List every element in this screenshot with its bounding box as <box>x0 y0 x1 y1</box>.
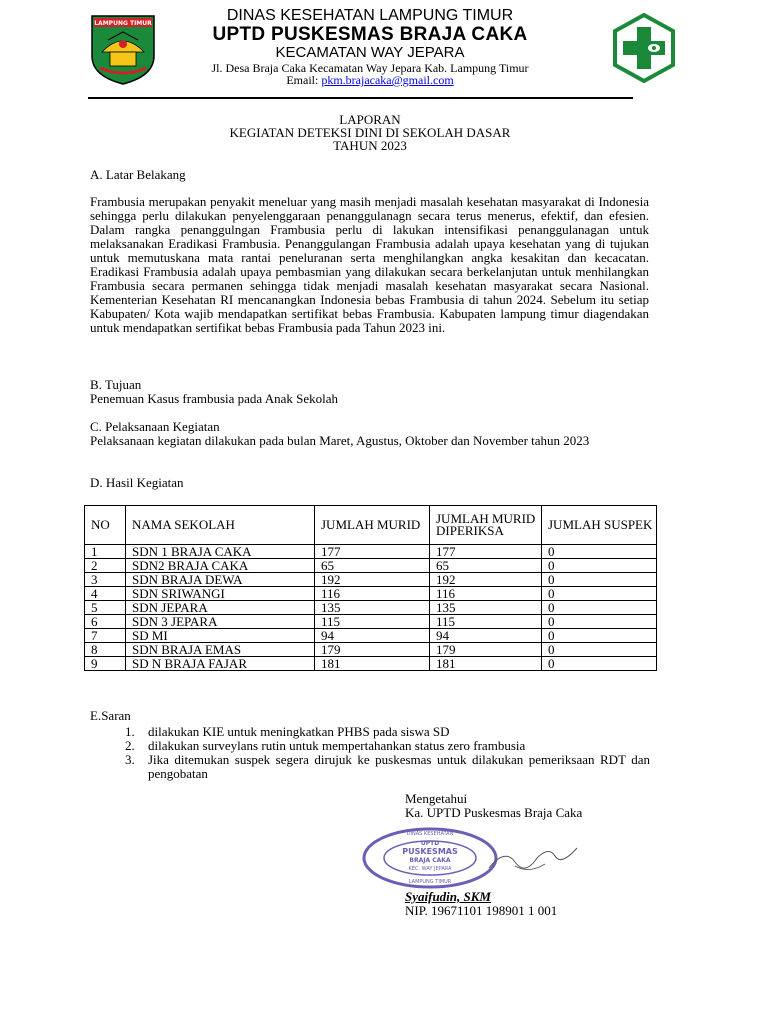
email-label: Email: <box>286 73 319 87</box>
table-row <box>85 643 657 657</box>
section-e-heading: E.Saran <box>90 708 131 723</box>
header-no: NO <box>85 506 126 545</box>
email-link[interactable]: pkm.brajacaka@gmail.com <box>321 73 454 87</box>
cell-jumlah-diperiksa: 179 <box>430 643 542 657</box>
cell-nama-sekolah: SD N BRAJA FAJAR <box>126 657 315 671</box>
table-row <box>85 559 657 573</box>
cell-jumlah-suspek: 0 <box>542 545 657 559</box>
cell-nama-sekolah: SDN BRAJA EMAS <box>126 643 315 657</box>
cell-no: 5 <box>85 601 126 615</box>
cell-nama-sekolah: SDN BRAJA DEWA <box>126 573 315 587</box>
cell-no: 3 <box>85 573 126 587</box>
cell-jumlah-murid: 115 <box>315 615 430 629</box>
table-body <box>85 545 657 671</box>
section-b-heading: B. Tujuan <box>90 377 142 392</box>
cell-no: 7 <box>85 629 126 643</box>
cell-jumlah-suspek: 0 <box>542 615 657 629</box>
cell-nama-sekolah: SD MI <box>126 629 315 643</box>
cell-jumlah-diperiksa: 115 <box>430 615 542 629</box>
cell-nama-sekolah: SDN SRIWANGI <box>126 587 315 601</box>
table-row <box>85 573 657 587</box>
section-d-heading: D. Hasil Kegiatan <box>90 475 184 490</box>
cell-jumlah-suspek: 0 <box>542 643 657 657</box>
cell-jumlah-murid: 177 <box>315 545 430 559</box>
svg-text:DINAS KESEHATAN: DINAS KESEHATAN <box>406 831 454 837</box>
cell-jumlah-diperiksa: 177 <box>430 545 542 559</box>
cell-jumlah-diperiksa: 94 <box>430 629 542 643</box>
table-row <box>85 657 657 671</box>
cell-jumlah-diperiksa: 192 <box>430 573 542 587</box>
cell-no: 6 <box>85 615 126 629</box>
cell-jumlah-murid: 181 <box>315 657 430 671</box>
svg-text:PUSKESMAS: PUSKESMAS <box>402 847 458 856</box>
svg-text:BRAJA CAKA: BRAJA CAKA <box>409 857 451 864</box>
section-a-heading: A. Latar Belakang <box>90 167 186 182</box>
cell-nama-sekolah: SDN JEPARA <box>126 601 315 615</box>
signatory-nip: NIP. 19671101 198901 1 001 <box>405 903 558 918</box>
svg-text:KEC. WAY JEPARA: KEC. WAY JEPARA <box>408 866 452 872</box>
cell-no: 8 <box>85 643 126 657</box>
cell-nama-sekolah: SDN 1 BRAJA CAKA <box>126 545 315 559</box>
section-c-heading: C. Pelaksanaan Kegiatan <box>90 419 220 434</box>
lampung-timur-logo <box>88 12 158 86</box>
cell-jumlah-diperiksa: 135 <box>430 601 542 615</box>
header-divider <box>88 97 633 99</box>
cell-nama-sekolah: SDN 3 JEPARA <box>126 615 315 629</box>
cell-no: 2 <box>85 559 126 573</box>
section-e <box>90 709 650 781</box>
cell-jumlah-murid: 65 <box>315 559 430 573</box>
cell-jumlah-murid: 179 <box>315 643 430 657</box>
signature-mengetahui: Mengetahui <box>405 791 468 806</box>
cell-jumlah-suspek: 0 <box>542 601 657 615</box>
saran-item: 3. Jika ditemukan suspek segera dirujuk ke puskesmas untuk dilakukan pemeriksaan RDT dan pengobatan <box>138 753 650 781</box>
cell-jumlah-suspek: 0 <box>542 559 657 573</box>
header-jumlah-murid: JUMLAH MURID <box>315 506 430 545</box>
signature-position: Ka. UPTD Puskesmas Braja Caka <box>405 805 583 820</box>
cell-jumlah-suspek: 0 <box>542 657 657 671</box>
puskesmas-logo <box>613 13 675 83</box>
handwritten-signature <box>485 838 585 878</box>
header-address: Jl. Desa Braja Caka Kecamatan Way Jepara Kab. Lampung Timur <box>211 61 529 75</box>
svg-text:LAMPUNG TIMUR: LAMPUNG TIMUR <box>94 20 152 27</box>
cell-no: 4 <box>85 587 126 601</box>
section-c-body: Pelaksanaan kegiatan dilakukan pada bulan Maret, Agustus, Oktober dan November tahun 2023 <box>90 433 590 448</box>
table-header-row <box>85 506 657 545</box>
header-agency: DINAS KESEHATAN LAMPUNG TIMUR <box>226 7 514 24</box>
saran-item: 2. dilakukan surveylans rutin untuk mempertahankan status zero frambusia <box>138 739 650 753</box>
header-jumlah-diperiksa: JUMLAH MURID DIPERIKSA <box>430 506 542 545</box>
cell-jumlah-diperiksa: 181 <box>430 657 542 671</box>
results-table <box>84 505 657 671</box>
cell-jumlah-murid: 94 <box>315 629 430 643</box>
table-row <box>85 587 657 601</box>
cell-no: 1 <box>85 545 126 559</box>
saran-item: 1. dilakukan KIE untuk meningkatkan PHBS pada siswa SD <box>138 725 650 739</box>
cell-jumlah-diperiksa: 65 <box>430 559 542 573</box>
header-email-line <box>170 73 570 88</box>
cell-jumlah-murid: 135 <box>315 601 430 615</box>
cell-jumlah-murid: 192 <box>315 573 430 587</box>
svg-text:LAMPUNG TIMUR: LAMPUNG TIMUR <box>408 879 452 885</box>
header-jumlah-suspek: JUMLAH SUSPEK <box>542 506 657 545</box>
saran-list <box>90 725 650 781</box>
header-puskesmas: UPTD PUSKESMAS BRAJA CAKA <box>212 24 528 45</box>
table-row <box>85 615 657 629</box>
section-b-body: Penemuan Kasus frambusia pada Anak Sekolah <box>90 391 339 406</box>
table-row <box>85 601 657 615</box>
cell-jumlah-murid: 116 <box>315 587 430 601</box>
cell-jumlah-suspek: 0 <box>542 573 657 587</box>
cell-jumlah-diperiksa: 116 <box>430 587 542 601</box>
cell-jumlah-suspek: 0 <box>542 587 657 601</box>
table-row <box>85 629 657 643</box>
header-nama-sekolah: NAMA SEKOLAH <box>126 506 315 545</box>
cell-nama-sekolah: SDN2 BRAJA CAKA <box>126 559 315 573</box>
section-a-body: Frambusia merupakan penyakit meneluar yang masih menjadi masalah kesehatan masyarakat di Indonesia sehingga perlu dilakukan penyelenggaraan penanggulanagn secara terus menerus, efektif, dan efesien. Dalam rangka penanggulngan Frambusia perlu di lakukan intensifikasi penanggulanagan untuk melaksanakan Eradikasi Frambusia. Penanggulangan Frambusia adalah upaya kesehatan yang di tujukan untuk memutuskana mata rantai peneluranan serta menghilangkan angka kesakitan dan kecacatan. Eradikasi Frambusia adalah upaya pembasmian yang dilakukan secara berkelanjutan untuk menhilangkan Frambusia secara permanen sehingga tidak menjadi masalah kesehatan masyarakat secara Nasional. Kementerian Kesehatan RI mencanangkan Indonesia bebas Frambusia di tahun 2024. Sebelum itu setiap Kabupaten/ Kota wajib mendapatkan sertifikat bebas Frambusia. Kabupaten lampung timur diagendakan untuk mendapatkan sertifikat bebas Frambusia pada Tahun 2023 ini. <box>90 194 649 335</box>
signatory-name: Syaifudin, SKM <box>405 889 491 904</box>
report-title: LAPORAN <box>339 112 401 127</box>
svg-text:UPTD: UPTD <box>420 840 440 847</box>
report-year: TAHUN 2023 <box>333 138 407 153</box>
cell-no: 9 <box>85 657 126 671</box>
header-kecamatan: KECAMATAN WAY JEPARA <box>275 44 465 61</box>
report-subtitle: KEGIATAN DETEKSI DINI DI SEKOLAH DASAR <box>229 125 511 140</box>
cell-jumlah-suspek: 0 <box>542 629 657 643</box>
table-row <box>85 545 657 559</box>
